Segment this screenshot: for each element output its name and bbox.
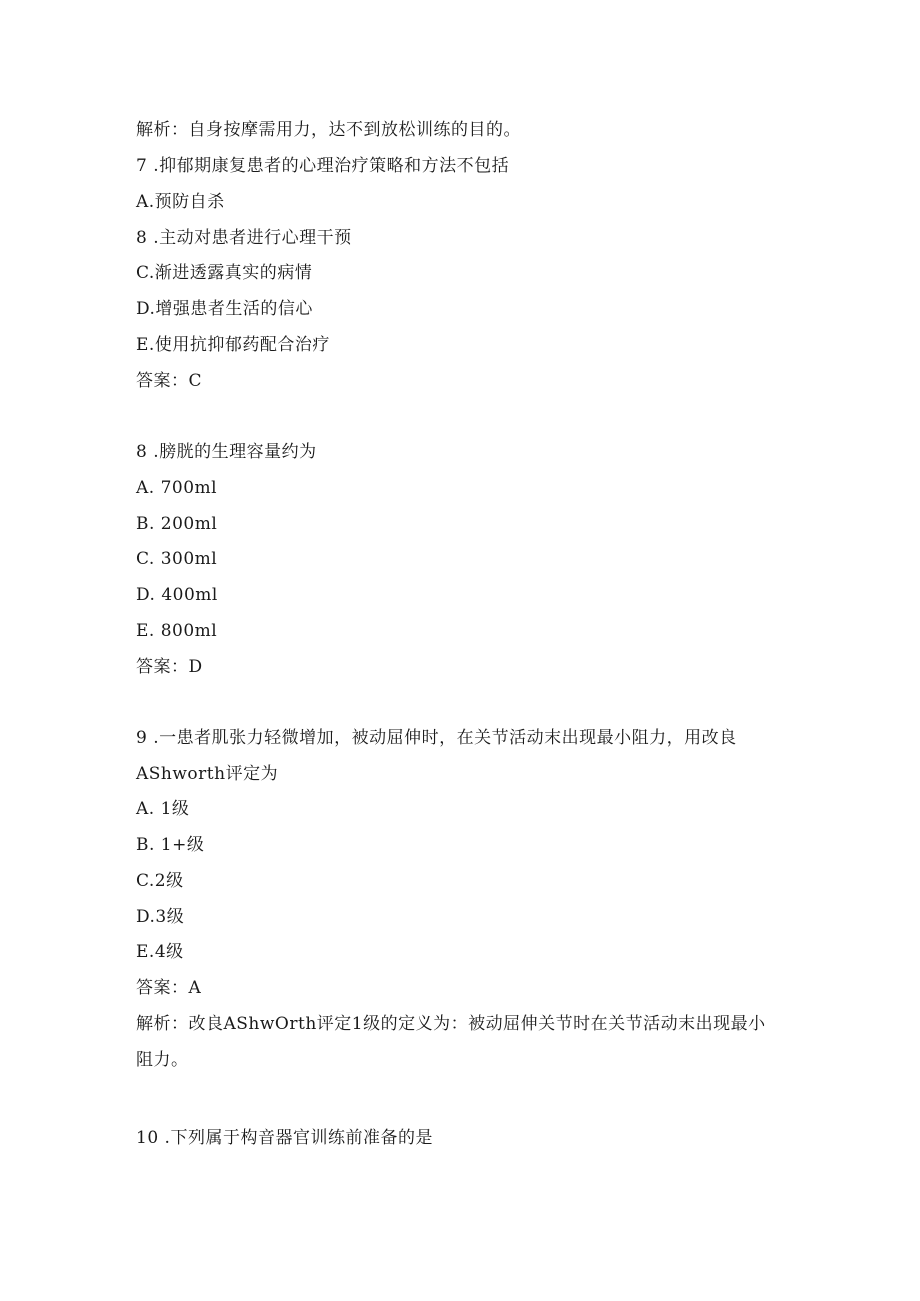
q7-option-c: C.渐进透露真实的病情	[136, 263, 313, 283]
q7-option-d: D.增强患者生活的信心	[136, 299, 313, 319]
q9-option-e: E.4级	[136, 942, 184, 962]
q8-option-b: B. 200ml	[136, 514, 218, 534]
q7-option-e: E.使用抗抑郁药配合治疗	[136, 335, 330, 355]
q7-option-a: A.预防自杀	[136, 192, 225, 212]
q8-option-c: C. 300ml	[136, 549, 218, 569]
question-10: 10 .下列属于构音器官训练前准备的是	[136, 1128, 433, 1148]
q7-option-b: 8 .主动对患者进行心理干预	[136, 228, 352, 248]
question-9-cont: AShworth评定为	[136, 764, 279, 784]
q9-explanation: 解析：改良AShwOrth评定1级的定义为：被动屈伸关节时在关节活动末出现最小	[136, 1014, 766, 1034]
q9-answer: 答案：A	[136, 978, 202, 998]
question-9: 9 .一患者肌张力轻微增加，被动屈伸时，在关节活动末出现最小阻力，用改良	[136, 728, 737, 748]
q8-option-d: D. 400ml	[136, 585, 218, 605]
q8-option-a: A. 700ml	[136, 478, 218, 498]
question-7: 7 .抑郁期康复患者的心理治疗策略和方法不包括	[136, 156, 510, 176]
q9-option-a: A. 1级	[136, 799, 190, 819]
q9-option-b: B. 1+级	[136, 835, 205, 855]
q9-option-d: D.3级	[136, 907, 185, 927]
q9-explanation-cont: 阻力。	[136, 1050, 189, 1070]
q8-answer: 答案：D	[136, 657, 203, 677]
q7-answer: 答案：C	[136, 371, 203, 391]
explanation-q6: 解析：自身按摩需用力，达不到放松训练的目的。	[136, 120, 521, 140]
question-8: 8 .膀胱的生理容量约为	[136, 442, 317, 462]
q9-option-c: C.2级	[136, 871, 184, 891]
q8-option-e: E. 800ml	[136, 621, 218, 641]
